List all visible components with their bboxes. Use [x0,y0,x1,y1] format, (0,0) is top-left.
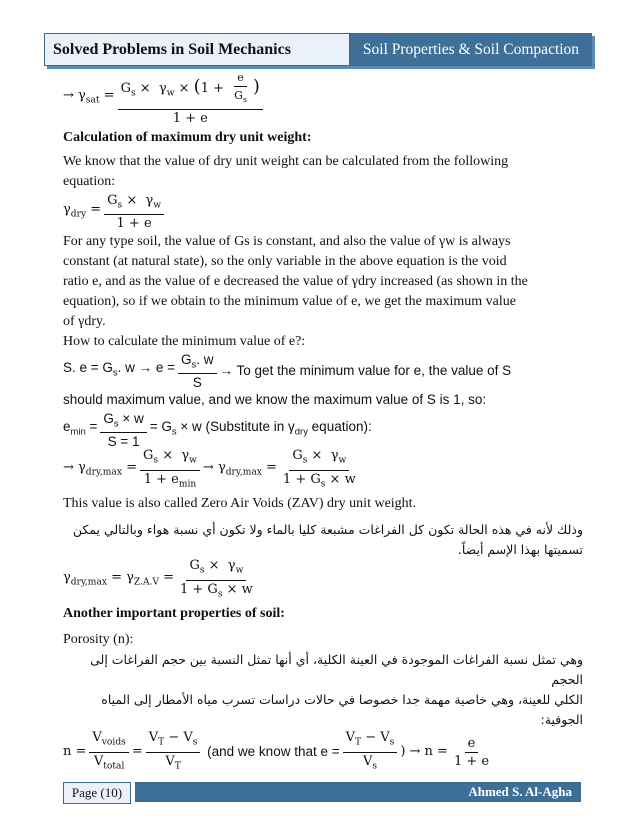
page-footer [63,782,583,804]
emin-equation: $e_{min}$ = $\frac{G_s \times w}{S = 1}$ = $G_s \times w$ (Substitute in $\gamma_{dry}$ equation): [63,410,372,450]
paragraph: For any type soil, the value of Gs is constant, and also the value of γw is always [63,234,511,249]
paragraph: ratio e, and as the value of e decreased the value of γdry increased (as shown in the [63,274,528,289]
paragraph: equation: [63,174,116,189]
author-name: Ahmed S. Al-Agha [135,782,581,802]
zav-text: This value is also called Zero Air Voids (ZAV) dry unit weight. [63,496,417,511]
chapter-title: Soil Properties & Soil Compaction [350,33,592,66]
arabic-text: تسميتها بهذا الإسم أيضاً. [457,542,583,557]
arabic-text: الكلي للعينة، وهي خاصية مهمة جدا خصوصا في حالات دراسات تسرب مياه الأمطار إلى المياه الجوفية: [101,692,583,727]
question: How to calculate the minimum value of e?: [63,334,306,349]
porosity-label: Porosity (n): [63,632,134,647]
page-content [63,72,583,774]
book-title: Solved Problems in Soil Mechanics [44,33,350,66]
paragraph: constant (at natural state), so the only variable in the above equation is the void [63,254,507,269]
zav-equation: $\gamma_{dry,max} = \gamma_{Z.A.V}$ = $\frac{G_s \times \gamma_w}{1 + G_s \times w}$ [63,557,253,600]
page-number: Page (10) [63,782,131,804]
paragraph: of γdry. [63,314,106,329]
page-header [44,33,598,66]
arabic-text: وهي تمثل نسبة الفراغات الموجودة في العينة الكلية، أي أنها تمثل النسبة بين حجم الفراغات إلى الحجم [90,652,583,687]
another-heading: Another important properties of soil: [63,606,285,621]
sat-equation: → $\gamma_{sat}$ = $G_s \times \gamma_w \times (1$ + $\frac{e}{G_s}$ ) 1 + e [63,72,583,124]
arabic-text: وذلك لأنه في هذه الحالة تكون كل الفراغات مشبعة كليا بالماء ولا تكون أي نسبة هواء وبالتالي يمكن [72,522,583,537]
paragraph: equation), so if we obtain to the minimum value of e, we get the maximum value [63,294,516,309]
paragraph: should maximum value, and we know the maximum value of S is 1, so: [63,392,487,407]
paragraph: We know that the value of dry unit weight can be calculated from the following [63,154,509,169]
calc-heading: Calculation of maximum dry unit weight: [63,130,312,145]
se-equation: S. $e = G_s$. w → e = $\frac{G_s. w}{S}$ → To get the minimum value for e, the value of S [63,351,512,391]
dry-equation: $\gamma_{dry}$ = $\frac{G_s \times \gamma_w}{1 + e}$ [63,192,583,232]
porosity-equation: n = $\frac{V_{voids}}{V_{total}}$ = $\frac{V_T - V_s}{V_T}$ (and we know that e = $\frac{V_T - V_s}{V_s}$ ) → n = $\frac{e}{1 + e}$ [63,729,490,772]
drymax-equation: → $\gamma_{dry,max}$ = $\frac{G_s \times \gamma_w}{1 + e_{min}}$ → $\gamma_{dry,max}$ = $\frac{G_s \times \gamma_w}{1 + G_s \times w}$ [63,447,356,490]
